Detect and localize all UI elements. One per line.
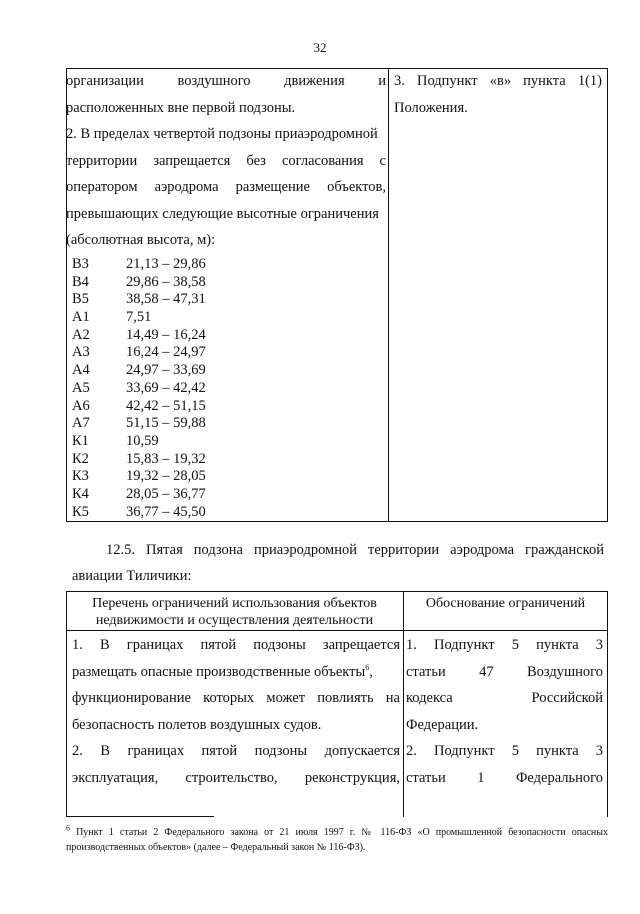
height-range: 24,97 – 33,69	[126, 362, 206, 379]
height-limit-row	[72, 291, 206, 309]
table-1-column-divider	[388, 68, 389, 522]
height-limits-list	[72, 256, 206, 521]
footnote-marker: 6	[66, 823, 70, 833]
height-limit-row	[72, 344, 206, 362]
footnote-line	[66, 825, 608, 840]
table-2-left-comma: ,	[369, 663, 373, 680]
zone-code: А7	[72, 415, 90, 432]
zone-code: К4	[72, 485, 89, 502]
height-limit-row	[72, 398, 206, 416]
header-left-line: недвижимости и осуществления деятельности	[95, 613, 374, 628]
height-range: 28,05 – 36,77	[126, 485, 206, 502]
table-2-left-line-with-note	[72, 659, 400, 686]
table-2-header-right: Обоснование ограничений	[425, 596, 586, 611]
height-range: 14,49 – 16,24	[126, 326, 206, 343]
zone-code: А6	[72, 397, 90, 414]
footnote-line: производственных объектов» (далее – Федеральный закон № 116-ФЗ).	[66, 842, 366, 853]
zone-code: А2	[72, 326, 90, 343]
table-1-left-line: расположенных вне первой подзоны.	[66, 99, 296, 116]
table-1-right-line: Положения.	[394, 99, 468, 116]
zone-code: А1	[72, 309, 90, 326]
zone-code: К5	[72, 503, 89, 520]
page-number: 32	[313, 40, 327, 55]
table-1-right-line: 3. Подпункт «в» пункта 1(1)	[394, 73, 602, 89]
section-heading-line: 12.5. Пятая подзона приаэродромной территории аэродрома гражданской	[106, 542, 604, 558]
height-range: 19,32 – 28,05	[126, 468, 206, 485]
table-1-left-line: 2. В пределах четвертой подзоны приаэродромной	[66, 126, 378, 142]
height-limit-row	[72, 486, 206, 504]
zone-code: К3	[72, 468, 89, 485]
table-2-right-line: кодекса Российской	[406, 690, 603, 706]
table-1-left-line: территории запрещается без согласования с	[66, 152, 386, 169]
table-1-left-line: организации воздушного движения и	[66, 73, 386, 89]
table-2-left-cell	[72, 632, 400, 791]
zone-code: А4	[72, 362, 90, 379]
table-2-left-line: эксплуатация, строительство, реконструкция,	[72, 769, 400, 786]
table-2-column-divider	[403, 591, 404, 817]
table-2-left-line: безопасность полетов воздушных судов.	[72, 716, 322, 733]
zone-code: К1	[72, 432, 89, 449]
height-range: 7,51	[126, 309, 152, 326]
height-range: 15,83 – 19,32	[126, 450, 206, 467]
table-2-right-line: 2. Подпункт 5 пункта 3	[406, 743, 603, 759]
height-range: 33,69 – 42,42	[126, 379, 206, 396]
height-range: 36,77 – 45,50	[126, 503, 206, 520]
zone-code: В3	[72, 256, 89, 272]
footnote	[66, 825, 608, 855]
height-limit-row	[72, 362, 206, 380]
height-limit-row	[72, 274, 206, 292]
table-2-right-line: статьи 1 Федерального	[406, 769, 603, 786]
table-2-right-line: 1. Подпункт 5 пункта 3	[406, 637, 603, 653]
zone-code: В4	[72, 273, 89, 290]
footnote-text: Пункт 1 статьи 2 Федерального закона от 21 июля 1997 г. № 116-ФЗ «О промышленной безопасности опасных	[70, 827, 608, 838]
table-1-right-cell	[394, 68, 602, 121]
height-limit-row	[72, 327, 206, 345]
height-range: 10,59	[126, 432, 159, 449]
height-limit-row	[72, 415, 206, 433]
height-limit-row	[72, 256, 206, 274]
table-1-left-line: (абсолютная высота, м):	[66, 232, 216, 248]
footnote-ref[interactable]: 6	[365, 662, 370, 672]
table-2-right-cell	[406, 632, 603, 791]
zone-code: А3	[72, 344, 90, 361]
height-limit-row	[72, 380, 206, 398]
table-2-left-line: 2. В границах пятой подзоны допускается	[72, 743, 400, 759]
height-limit-row	[72, 504, 206, 522]
header-left-line: Перечень ограничений использования объектов	[92, 596, 377, 611]
zone-code: В5	[72, 291, 89, 308]
table-2-left-text: размещать опасные производственные объекты	[72, 663, 366, 680]
height-range: 21,13 – 29,86	[126, 256, 206, 272]
height-range: 42,42 – 51,15	[126, 397, 206, 414]
table-1-left-cell	[66, 68, 386, 254]
table-2-right-line: Федерации.	[406, 716, 479, 733]
table-2-left-line: функционирование которых может повлиять на	[72, 690, 400, 706]
height-limit-row	[72, 433, 206, 451]
section-heading	[72, 537, 604, 589]
zone-code: К2	[72, 450, 89, 467]
table-2-right-line: статьи 47 Воздушного	[406, 663, 603, 680]
table-2-left-line: 1. В границах пятой подзоны запрещается	[72, 637, 400, 653]
table-2-header-divider	[66, 630, 608, 631]
height-range: 51,15 – 59,88	[126, 415, 206, 432]
footnote-separator	[66, 816, 214, 817]
height-limit-row	[72, 309, 206, 327]
height-range: 16,24 – 24,97	[126, 344, 206, 361]
section-heading-line: авиации Тиличики:	[72, 568, 192, 584]
height-limit-row	[72, 468, 206, 486]
height-range: 29,86 – 38,58	[126, 273, 206, 290]
zone-code: А5	[72, 379, 90, 396]
table-2-header-left	[68, 595, 401, 629]
height-limit-row	[72, 451, 206, 469]
table-1-left-line: оператором аэродрома размещение объектов,	[66, 179, 386, 195]
table-1-left-line: превышающих следующие высотные ограничения	[66, 205, 379, 222]
height-range: 38,58 – 47,31	[126, 291, 206, 308]
